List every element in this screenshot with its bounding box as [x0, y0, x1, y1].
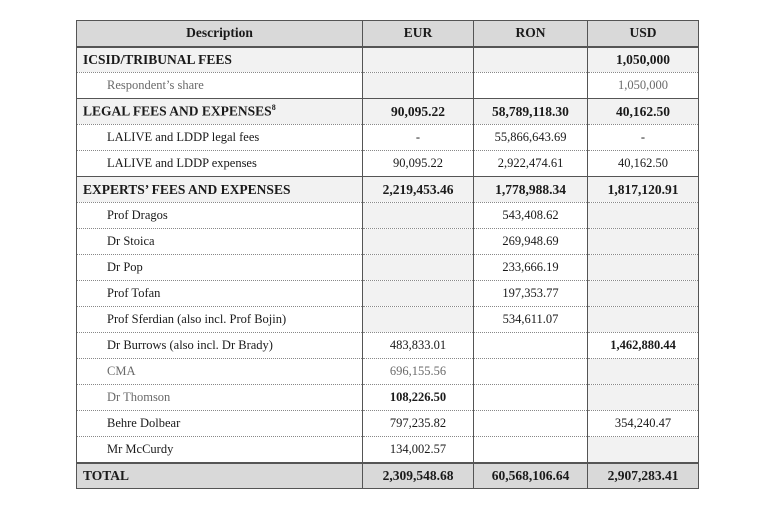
cell-eur [363, 47, 474, 73]
cell-usd [588, 307, 699, 333]
cell-ron [474, 437, 588, 463]
column-header-description: Description [77, 21, 363, 47]
total-ron: 60,568,106.64 [474, 463, 588, 489]
table-row [77, 333, 699, 359]
cell-eur [363, 281, 474, 307]
row-label [77, 151, 363, 177]
row-label [77, 203, 363, 229]
table-row [77, 411, 699, 437]
cell-eur: 134,002.57 [363, 437, 474, 463]
table-row [77, 255, 699, 281]
cell-ron: 534,611.07 [474, 307, 588, 333]
cell-eur: 696,155.56 [363, 359, 474, 385]
table-row [77, 203, 699, 229]
row-label [77, 281, 363, 307]
row-label [77, 229, 363, 255]
cell-eur: 797,235.82 [363, 411, 474, 437]
cell-usd [588, 437, 699, 463]
cell-ron: 55,866,643.69 [474, 125, 588, 151]
cell-ron: 233,666.19 [474, 255, 588, 281]
table-row [77, 385, 699, 411]
cell-ron [474, 359, 588, 385]
cell-usd: 40,162.50 [588, 99, 699, 125]
cell-ron: 58,789,118.30 [474, 99, 588, 125]
cell-ron: 197,353.77 [474, 281, 588, 307]
cell-ron [474, 333, 588, 359]
row-label-text: Behre Dolbear [107, 416, 181, 430]
row-label-text: CMA [107, 364, 136, 378]
row-label [77, 333, 363, 359]
cost-table [76, 20, 699, 489]
cell-eur [363, 307, 474, 333]
cell-usd: 1,050,000 [588, 47, 699, 73]
column-header-usd: USD [588, 21, 699, 47]
cell-usd: 40,162.50 [588, 151, 699, 177]
row-label-text: Prof Dragos [107, 208, 168, 222]
cell-usd: 1,050,000 [588, 73, 699, 99]
cell-usd [588, 359, 699, 385]
cell-eur: 108,226.50 [363, 385, 474, 411]
table-header-row [77, 21, 699, 47]
cell-eur: - [363, 125, 474, 151]
cell-eur: 90,095.22 [363, 99, 474, 125]
cell-usd: - [588, 125, 699, 151]
table-row [77, 307, 699, 333]
row-label-text: Prof Sferdian (also incl. Prof Bojin) [107, 312, 287, 326]
total-row [77, 463, 699, 489]
cell-usd [588, 281, 699, 307]
table-row [77, 125, 699, 151]
row-label [77, 437, 363, 463]
cell-eur [363, 203, 474, 229]
cell-eur [363, 229, 474, 255]
cell-ron: 543,408.62 [474, 203, 588, 229]
row-label-text: EXPERTS’ FEES AND EXPENSES [83, 181, 291, 197]
cell-usd: 1,462,880.44 [588, 333, 699, 359]
cell-usd [588, 203, 699, 229]
row-label [77, 255, 363, 281]
cell-ron [474, 385, 588, 411]
section-label [77, 47, 363, 73]
cell-ron [474, 411, 588, 437]
section-label [77, 177, 363, 203]
cell-usd: 1,817,120.91 [588, 177, 699, 203]
cell-ron [474, 47, 588, 73]
cell-eur: 2,219,453.46 [363, 177, 474, 203]
row-label-text: Dr Pop [107, 260, 143, 274]
table-row [77, 359, 699, 385]
row-label-text: ICSID/TRIBUNAL FEES [83, 51, 232, 67]
table-row [77, 73, 699, 99]
total-label: TOTAL [77, 463, 363, 489]
section-row [77, 177, 699, 203]
table-row [77, 151, 699, 177]
row-label [77, 385, 363, 411]
row-label-text: LALIVE and LDDP expenses [107, 156, 257, 170]
row-label-text: LEGAL FEES AND EXPENSES [83, 103, 272, 119]
cell-eur: 90,095.22 [363, 151, 474, 177]
cell-ron: 2,922,474.61 [474, 151, 588, 177]
section-row [77, 99, 699, 125]
row-label [77, 411, 363, 437]
total-eur: 2,309,548.68 [363, 463, 474, 489]
cell-usd [588, 385, 699, 411]
table-row [77, 229, 699, 255]
cell-ron: 1,778,988.34 [474, 177, 588, 203]
row-label [77, 125, 363, 151]
row-label-text: LALIVE and LDDP legal fees [107, 130, 260, 144]
table-row [77, 437, 699, 463]
table-body [77, 47, 699, 463]
section-label [77, 99, 363, 125]
table-row [77, 281, 699, 307]
cell-usd [588, 229, 699, 255]
row-label-text: Respondent’s share [107, 78, 204, 92]
row-label-text: Dr Thomson [107, 390, 171, 404]
cell-eur: 483,833.01 [363, 333, 474, 359]
footnote-marker: 8 [271, 103, 276, 113]
cell-ron [474, 73, 588, 99]
row-label-text: Dr Stoica [107, 234, 155, 248]
column-header-eur: EUR [363, 21, 474, 47]
cell-eur [363, 73, 474, 99]
row-label [77, 359, 363, 385]
row-label-text: Dr Burrows (also incl. Dr Brady) [107, 338, 273, 352]
row-label-text: Mr McCurdy [107, 441, 174, 456]
cell-ron: 269,948.69 [474, 229, 588, 255]
row-label-text: Prof Tofan [107, 286, 161, 300]
row-label [77, 307, 363, 333]
cell-usd [588, 255, 699, 281]
total-usd: 2,907,283.41 [588, 463, 699, 489]
cell-eur [363, 255, 474, 281]
cell-usd: 354,240.47 [588, 411, 699, 437]
row-label [77, 73, 363, 99]
column-header-ron: RON [474, 21, 588, 47]
section-row [77, 47, 699, 73]
